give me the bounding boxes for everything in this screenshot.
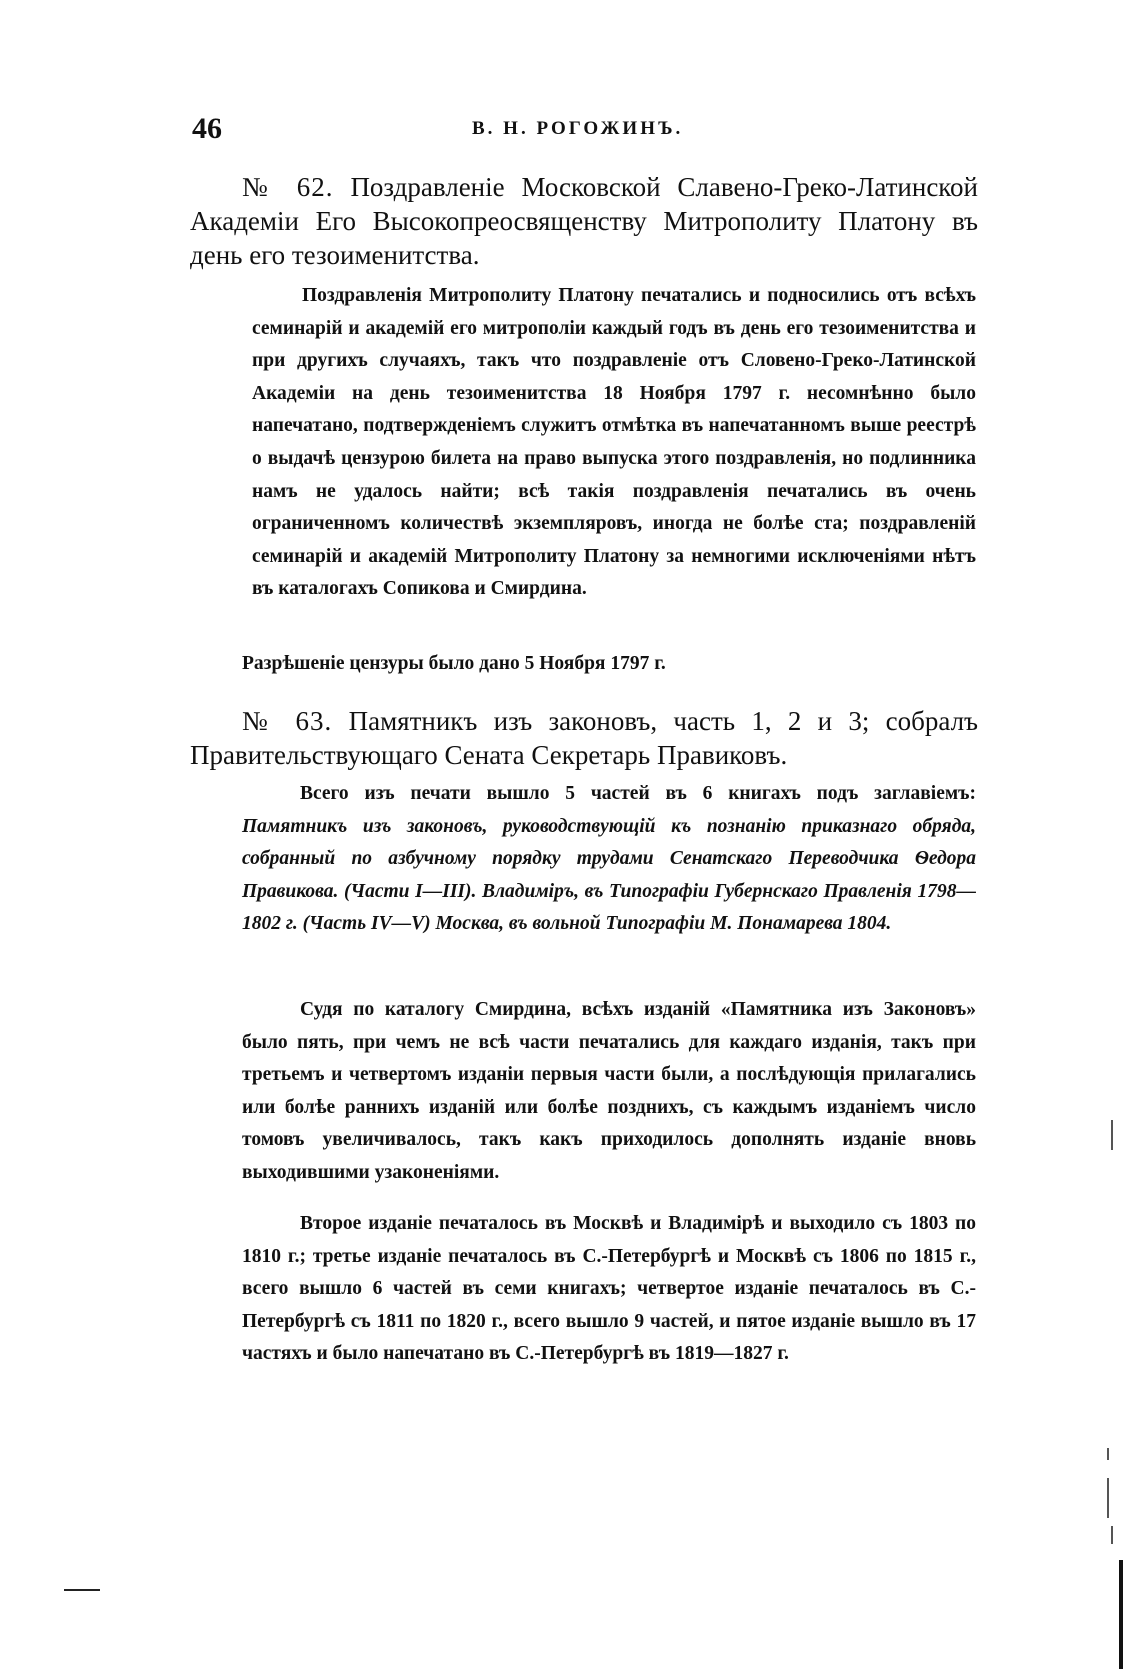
running-head: В. Н. РОГОЖИНЪ. xyxy=(472,118,684,139)
edge-mark xyxy=(1111,1526,1113,1544)
entry-63-number: № 63. xyxy=(242,706,333,736)
page-edge-line xyxy=(1119,1560,1123,1669)
entry-63-title-text: Памятникъ изъ законовъ, часть 1, 2 и 3; собралъ Правительствующаго Сената Секретарь Правиковъ. xyxy=(190,706,979,770)
page-number: 46 xyxy=(192,112,222,145)
entry-62-title-text: Поздравленіе Московской Славено-Греко-Латинской Академіи Его Высокопреосвященству Митрополиту Платону въ день его тезоименитства. xyxy=(190,172,978,270)
entry-63-paragraph-2: Судя по каталогу Смирдина, всѣхъ изданій «Памятника изъ Законовъ» было пять, при чемъ не всѣ части печатались для каждаго изданія, такъ при третьемъ и четвертомъ изданіи первыя части были, а послѣдующія прилагались или болѣе раннихъ изданій или болѣе позднихъ, съ каждымъ изданіемъ число томовъ увеличивалось, такъ какъ приходилось дополнять изданіе вновь выходившими узаконеніями. xyxy=(242,999,976,1183)
entry-63-paragraph-1-lead: Всего изъ печати вышло 5 частей въ 6 книгахъ подъ заглавіемъ: xyxy=(300,783,976,804)
margin-rule xyxy=(64,1589,100,1591)
entry-63-title xyxy=(190,704,978,772)
entry-62-title xyxy=(190,170,978,272)
page-header xyxy=(192,112,772,152)
edge-mark xyxy=(1107,1448,1109,1460)
edge-mark xyxy=(1107,1478,1109,1518)
entry-62-censorship-note: Разрѣшеніе цензуры было дано 5 Ноября 1797 г. xyxy=(242,653,666,674)
edge-mark xyxy=(1111,1120,1113,1150)
entry-63-paragraph-1-title: Памятникъ изъ законовъ, руководствующій къ познанію приказнаго обряда, собранный по азбучному порядку трудами Сенатскаго Переводчика Ѳедора Правикова. (Части I—III). Владиміръ, въ Типографіи Губернскаго Правленія 1798—1802 г. (Часть IV—V) Москва, въ вольной Типографіи М. Понамарева 1804. xyxy=(242,815,976,935)
entry-63-paragraph-1 xyxy=(242,778,976,941)
entry-62-number: № 62. xyxy=(242,172,334,202)
entry-63-paragraph-3: Второе изданіе печаталось въ Москвѣ и Владимірѣ и выходило съ 1803 по 1810 г.; третье изданіе печаталось въ С.-Петербургѣ и Москвѣ съ 1806 по 1815 г., всего вышло 6 частей въ семи книгахъ; четвертое изданіе печаталось въ С.-Петербургѣ съ 1811 по 1820 г., всего вышло 9 частей, и пятое изданіе вышло въ 17 частяхъ и было напечатано въ С.-Петербургѣ въ 1819—1827 г. xyxy=(242,1213,976,1365)
entry-62-paragraph-1: Поздравленія Митрополиту Платону печатались и подносились отъ всѣхъ семинарій и академій его митрополіи каждый годъ въ день его тезоименитства и при другихъ случаяхъ, такъ что поздравленіе отъ Словено-Греко-Латинской Академіи на день тезоименитства 18 Ноября 1797 г. несомнѣнно было напечатано, подтвержденіемъ служитъ отмѣтка въ напечатанномъ выше реестрѣ о выдачѣ цензурою билета на право выпуска этого поздравленія, но подлинника намъ не удалось найти; всѣ такія поздравленія печатались въ очень ограниченномъ количествѣ экземпляровъ, иногда не болѣе ста; поздравленій семинарій и академій Митрополиту Платону за немногими исключеніями нѣтъ въ каталогахъ Сопикова и Смирдина. xyxy=(252,285,976,600)
